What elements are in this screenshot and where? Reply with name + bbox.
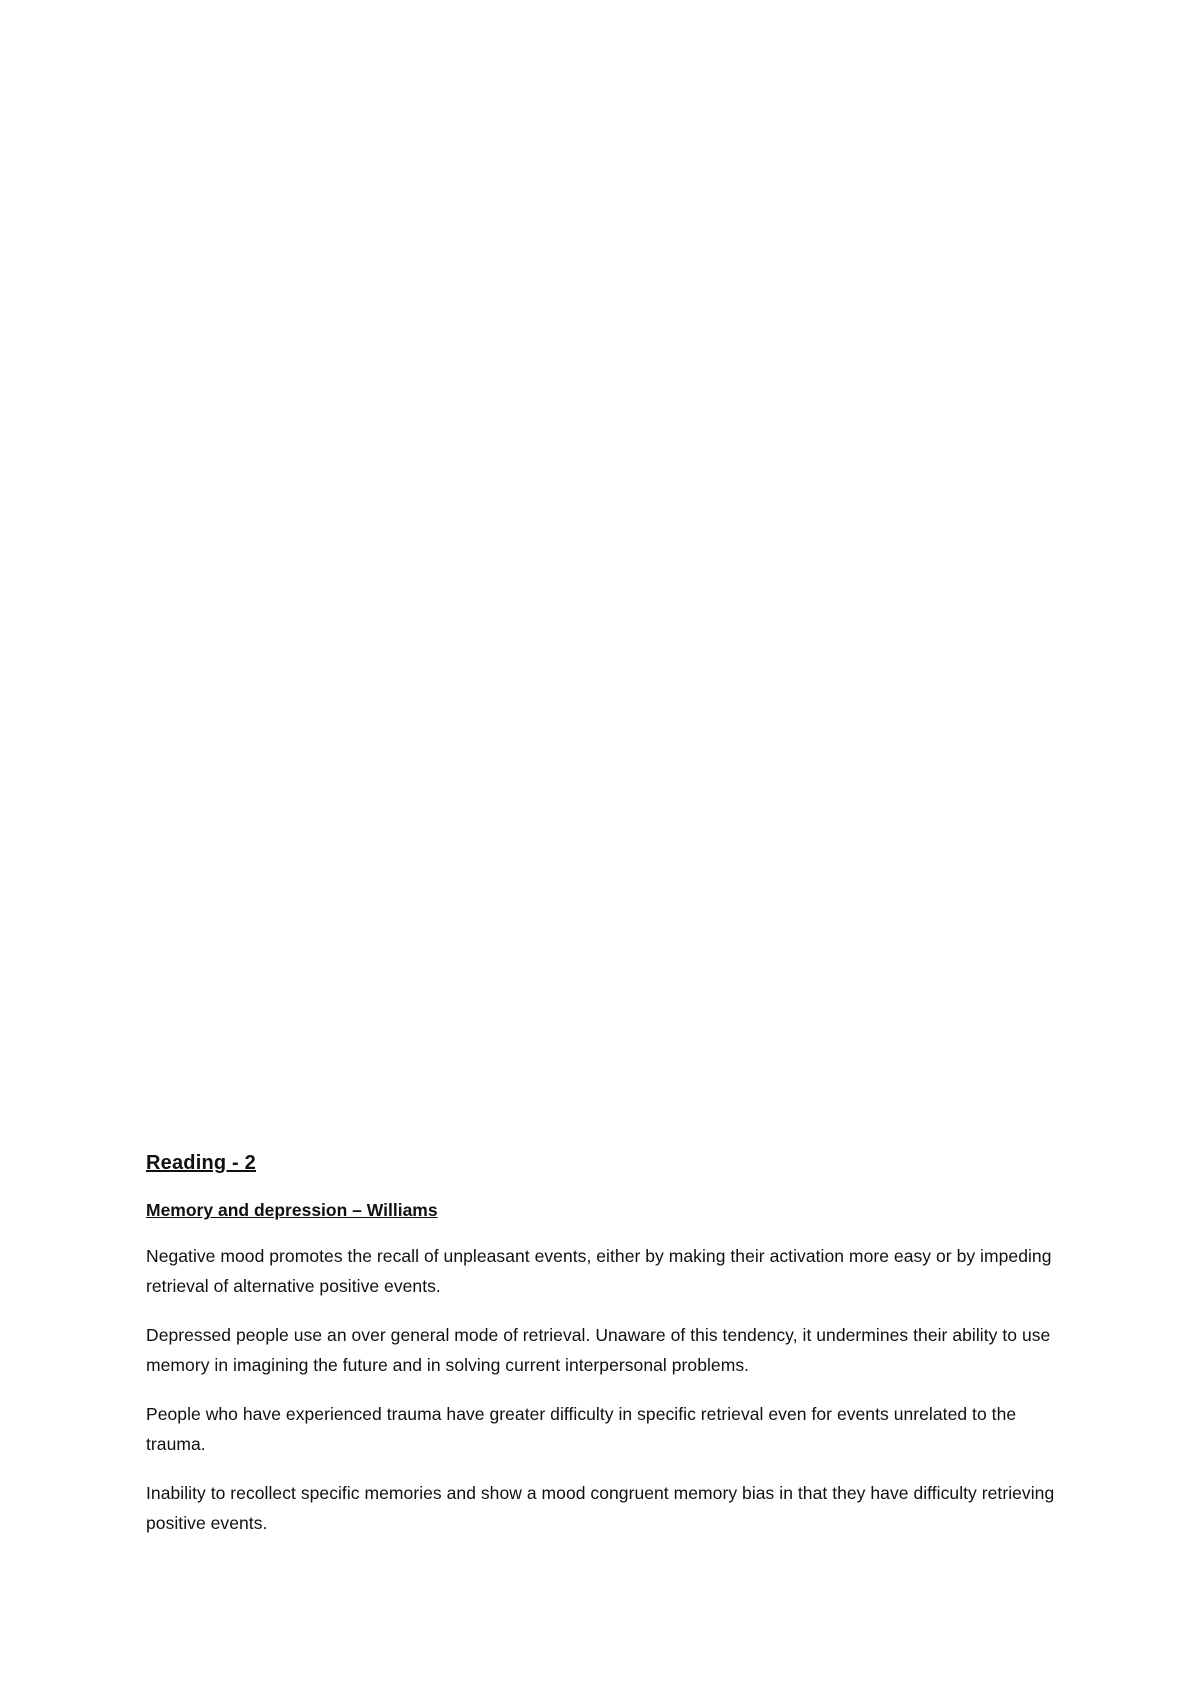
paragraph-3: People who have experienced trauma have greater difficulty in specific retrieval even for events unrelated to the trauma. [146, 1404, 1017, 1454]
section-subheading: Memory and depression – Williams [146, 1200, 438, 1220]
paragraph-2: Depressed people use an over general mode of retrieval. Unaware of this tendency, it undermines their ability to use memory in imagining the future and in solving current interpersonal problems. [146, 1325, 1051, 1375]
document-body [146, 1149, 1066, 1538]
paragraph-4: Inability to recollect specific memories and show a mood congruent memory bias in that they have difficulty retrieving positive events. [146, 1483, 1055, 1533]
paragraph-1: Negative mood promotes the recall of unpleasant events, either by making their activation more easy or by impeding retrieval of alternative positive events. [146, 1246, 1052, 1296]
reading-heading: Reading - 2 [146, 1152, 256, 1174]
